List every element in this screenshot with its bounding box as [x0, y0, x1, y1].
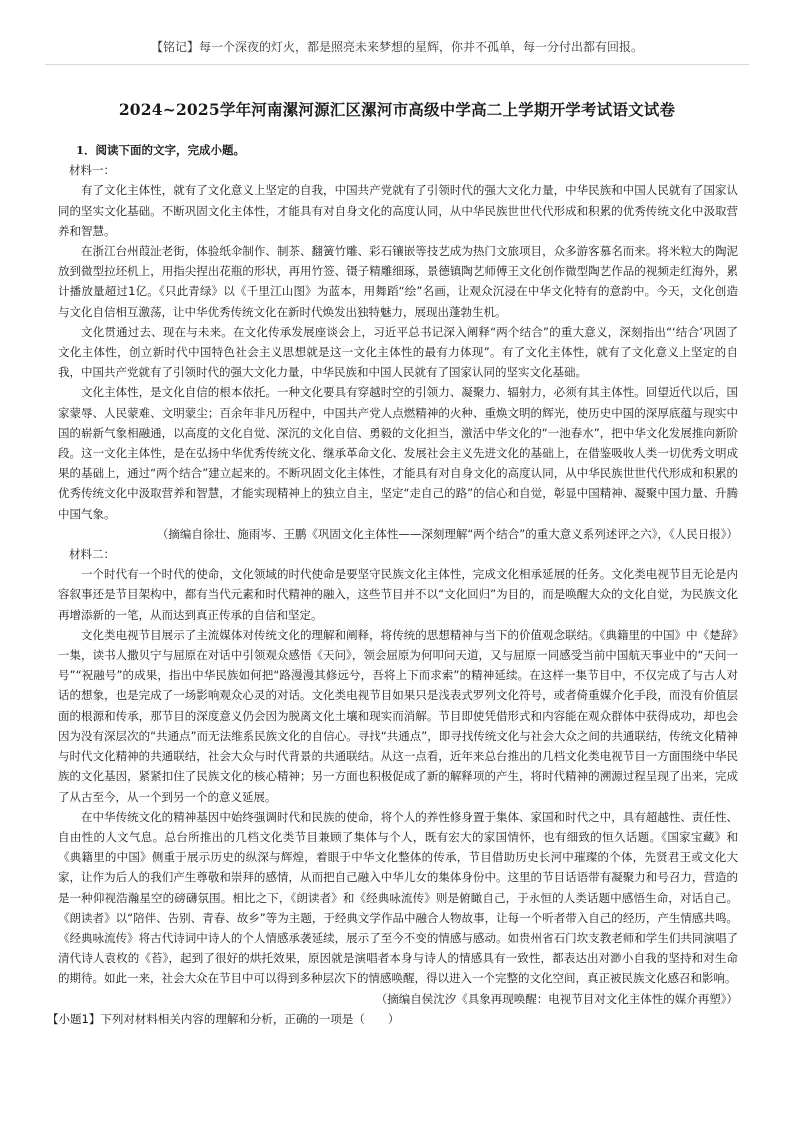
question-intro: 1．阅读下面的文字，完成小题。 — [76, 143, 245, 157]
material1-paragraph: 在浙江台州葭沚老街，体验纸伞制作、制茶、翻簧竹雕、彩石镶嵌等技艺成为热门文旅项目，众多游客慕名而来。将米粒大的陶泥放到微型拉坯机上，用指尖捏出花瓶的形状，再用竹签、镊子精雕细琢，景德镇陶艺师傅王文化创作微型陶艺作品的视频走红海外，累计播放量超过1亿。《只此青绿》以《千里江山图》为蓝本，用舞蹈“绘”名画，让观众沉浸在中华文化特有的意韵中。今天，文化创造与文化自信相互激荡，让中华优秀传统文化在新时代焕发出独特魅力，展现出蓬勃生机。 — [58, 244, 738, 319]
header-divider — [45, 64, 749, 65]
material2-paragraph: 文化类电视节目展示了主流媒体对传统文化的理解和阐释，将传统的思想精神与当下的价值观念联结。《典籍里的中国》中《楚辞》一集，读书人撒贝宁与屈原在对话中引领观众感悟《天问》，领会屈原为何叩问天道，又与屈原一同感受当前中国航天事业中的“天问一号”“祝融号”的成果，指出中华民族如何把“路漫漫其修远兮，吾将上下而求索”的精神延续。在这样一集节目中，不仅完成了与古人对话的想象，也是完成了一场影响观众心灵的对话。文化类电视节目如果只是浅表式罗列文化符号，或者倚重媒介化手段，而没有价值层面的根源和传承，那节目的深度意义仍会因为脱离文化土壤和现实而消解。节目即使凭借形式和内容能在观众群体中获得成功，却也会因为没有深层次的“共通点”而无法维系民族文化的自信心。寻找“共通点”，即寻找传统文化与社会大众之间的共通联结，传统文化精神与时代文化精神的共通联结，社会大众与时代背景的共通联结。从这一点看，近年来总台推出的几档文化类电视节目一方面围绕中华民族的文化基因，紧紧扣住了民族文化的核心精神；另一方面也积极促成了新的解释项的产生，将时代精神的溯源过程呈现了出来，完成了从古至今，从一个到另一个的意义延展。 — [58, 627, 738, 804]
material2-paragraph: 在中华传统文化的精神基因中始终强调时代和民族的使命，将个人的养性修身置于集体、家国和时代之中，具有超越性、责任性、自由性的人文气息。总台所推出的几档文化类节目兼顾了集体与个人，既有宏大的家国情怀，也有细致的恒久话题。《国家宝藏》和《典籍里的中国》侧重于展示历史的纵深与辉煌，着眼于中华文化整体的传承，节目借助历史长河中璀璨的个体，先贤君王或文化大家，让作为后人的我们产生尊敬和崇拜的感情，从而把自己融入中华儿女的集体身份中。这里的节目话语带有凝聚力和号召力，营造的是一种仰视浩瀚星空的磅礴氛围。相比之下，《朗读者》和《经典咏流传》则是俯瞰自己，于永恒的人类话题中感悟生命，对话自己。《朗读者》以“陪伴、告别、青春、故乡”等为主题，于经典文学作品中融合人物故事，让每一个听者带入自己的经历，产生情感共鸣。《经典咏流传》将古代诗词中诗人的个人情感承袭延续，展示了至今不变的情感与感动。如贵州省石门坎支教老师和学生们共同演唱了清代诗人袁枚的《苔》，起到了很好的烘托效果，原因就是演唱者本身与诗人的情感具有一致性，都表达出对渺小自我的坚持和对生命的期待。如此一来，社会大众在节目中可以得到多种层次下的情感唤醒，得以进入一个完整的文化空间，真正被民族文化感召和影响。 — [58, 809, 738, 986]
header-motto: 【铭记】每一个深夜的灯火，都是照亮未来梦想的星辉，你并不孤单，每一分付出都有回报。 — [150, 40, 643, 54]
subquestion-1: 【小题1】下列对材料相关内容的理解和分析，正确的一项是（ ） — [47, 1011, 400, 1026]
material1-paragraph: 文化贯通过去、现在与未来。在文化传承发展座谈会上，习近平总书记深入阐释“两个结合”的重大意义，深刻指出“‘结合’巩固了文化主体性，创立新时代中国特色社会主义思想就是这一文化主体性的最有力体现”。有了文化主体性，就有了文化意义上坚定的自我，中国共产党就有了引领时代的强大文化力量，中华民族和中国人民就有了国家认同的坚实文化基础。 — [58, 324, 738, 380]
material1-source: （摘编自徐壮、施雨岑、王鹏《巩固文化主体性——深刻理解“两个结合”的重大意义系列述评之六》，《人民日报》） — [156, 526, 738, 541]
material1-label: 材料一： — [69, 163, 115, 178]
material2-paragraph: 一个时代有一个时代的使命，文化领域的时代使命是要坚守民族文化主体性，完成文化相承延展的任务。文化类电视节目无论是内容叙事还是节目架构中，都有当代元素和时代精神的融入，这些节目并不以“文化回归”为目的，而是唤醒大众的文化自觉，为民族文化再增添新的一笔，从而达到真正传承的自信和坚定。 — [58, 567, 738, 622]
exam-content — [47, 140, 738, 1029]
exam-title: 2024~2025学年河南漯河源汇区漯河市高级中学高二上学期开学考试语文试卷 — [118, 100, 676, 119]
material1-paragraph: 有了文化主体性，就有了文化意义上坚定的自我，中国共产党就有了引领时代的强大文化力量，中华民族和中国人民就有了国家认同的坚实文化基础。不断巩固文化主体性，才能具有对自身文化的高度认同，从中华民族世世代代形成和积累的优秀传统文化中汲取营养和智慧。 — [58, 183, 738, 238]
material1-paragraph: 文化主体性，是文化自信的根本依托。一种文化要具有穿越时空的引领力、凝聚力、辐射力，必须有其主体性。回望近代以后，国家蒙辱、人民蒙难、文明蒙尘；百余年非凡历程中，中国共产党人点燃精神的火种、重焕文明的辉光，使历史中国的深厚底蕴与现实中国的崭新气象相融通，以高度的文化自觉、深沉的文化自信、勇毅的文化担当，激活中华文化的“一池春水”，把中华文化发展推向新阶段。这一文化主体性，是在弘扬中华优秀传统文化、继承革命文化、发展社会主义先进文化的基础上，在借鉴吸收人类一切优秀文明成果的基础上，通过“两个结合”建立起来的。不断巩固文化主体性，才能具有对自身文化的高度认同，从中华民族世世代代形成和积累的优秀传统文化中汲取营养和智慧，才能实现精神上的独立自主，坚定“走自己的路”的信心和自觉，彰显中国精神、凝聚中国力量、升腾中国气象。 — [58, 385, 738, 521]
material2-label: 材料二： — [69, 547, 115, 562]
material2-source: （摘编自侯沈汐《具象再现唤醒：电视节目对文化主体性的媒介再塑》） — [375, 991, 738, 1006]
